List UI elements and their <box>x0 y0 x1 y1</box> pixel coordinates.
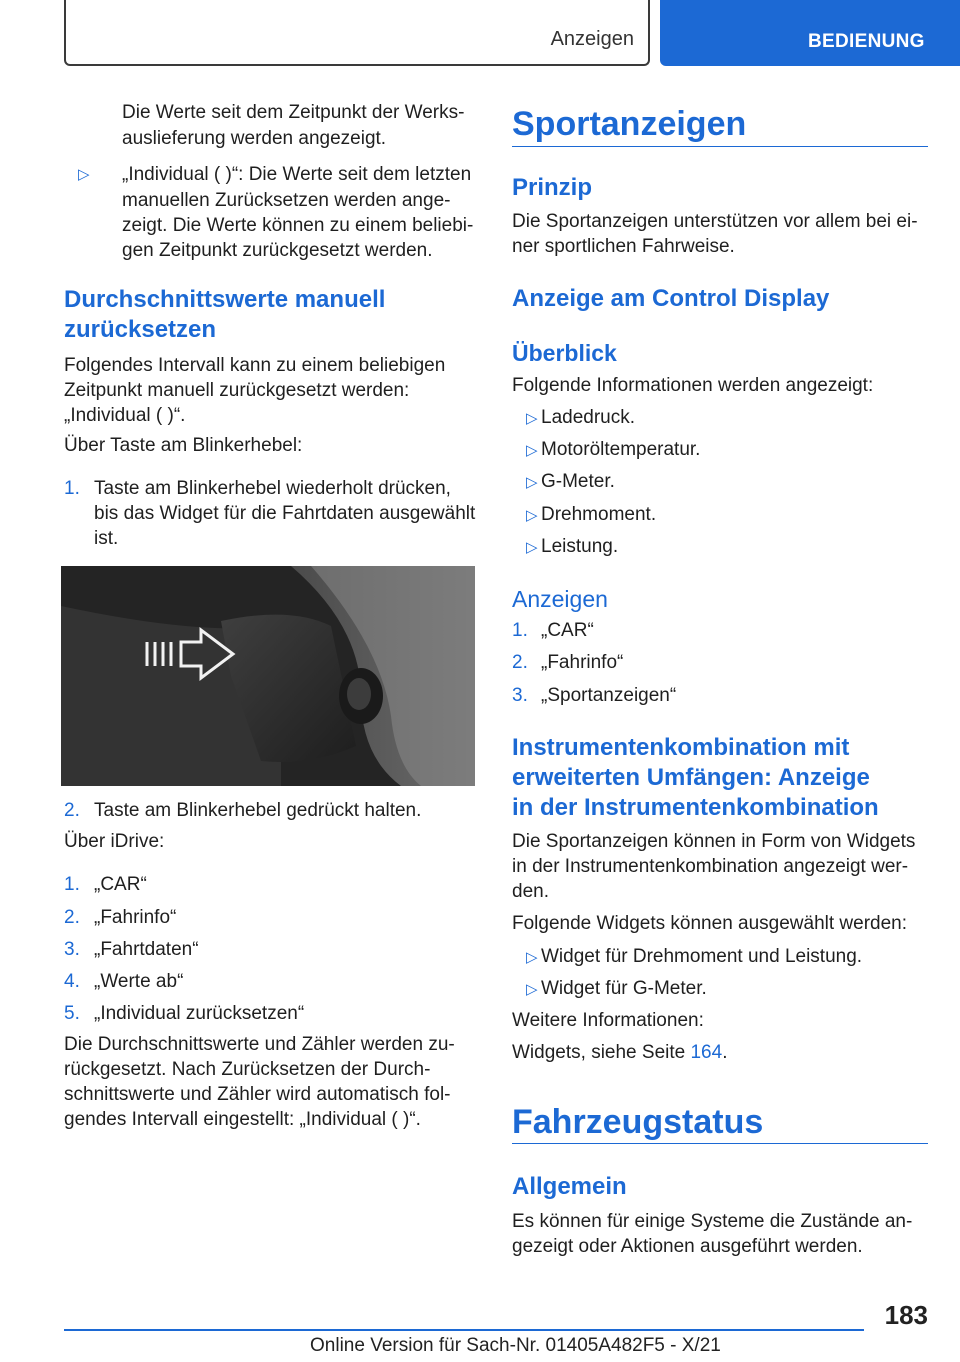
bullet-triangle-icon: ▷ <box>526 507 538 524</box>
step-number-1: 1. <box>64 478 80 499</box>
bullet-triangle-icon: ▷ <box>526 410 538 427</box>
header-chapter-tab[interactable] <box>660 0 960 66</box>
idrive-step-2: „Fahrinfo“ <box>94 907 177 928</box>
continuation-line-2: auslieferung werden angezeigt. <box>122 128 387 149</box>
photo-illustration <box>61 566 475 786</box>
heading-ueberblick: Überblick <box>512 340 617 366</box>
turn-signal-lever-photo <box>61 566 475 786</box>
step1-line-3: ist. <box>94 528 119 549</box>
idrive-number-4: 4. <box>64 971 80 992</box>
more-info-text: Weitere Informationen: <box>512 1010 704 1031</box>
intro-line-3: „Individual ( )“. <box>64 405 186 426</box>
anzeigen-step-2: „Fahrinfo“ <box>541 652 624 673</box>
heading-sportanzeigen: Sportanzeigen <box>512 105 747 143</box>
step1-line-1: Taste am Blinkerhebel wiederholt drücken, <box>94 478 451 499</box>
heading-fahrzeugstatus: Fahrzeugstatus <box>512 1103 764 1141</box>
bullet-triangle-icon: ▷ <box>526 949 538 966</box>
idrive-step-1: „CAR“ <box>94 874 147 895</box>
heading-allgemein: Allgemein <box>512 1173 627 1200</box>
idrive-number-1: 1. <box>64 874 80 895</box>
allgemein-line-1: Es können für einige Systeme die Zustände an- <box>512 1211 913 1232</box>
header-chapter-label: BEDIENUNG <box>808 31 925 52</box>
widgets-page-link[interactable]: 164 <box>690 1042 723 1063</box>
bullet-individual-line-1: „Individual ( )“: Die Werte seit dem letzten <box>122 164 472 185</box>
widgets-intro: Folgende Widgets können ausgewählt werden: <box>512 913 908 934</box>
bullet-triangle-icon: ▷ <box>526 442 538 459</box>
bullet-triangle-icon: ▷ <box>526 474 538 491</box>
outro-line-4: gendes Intervall eingestellt: „Individual ( )“. <box>64 1109 421 1130</box>
anzeigen-number-3: 3. <box>512 685 528 706</box>
via-button-text: Über Taste am Blinkerhebel: <box>64 435 303 456</box>
anzeigen-step-1: „CAR“ <box>541 620 594 641</box>
widgets-reference <box>512 1041 727 1065</box>
heading-rule-sport <box>512 146 928 147</box>
intro-line-2: Zeitpunkt manuell zurückgesetzt werden: <box>64 380 410 401</box>
anzeigen-step-3: „Sportanzeigen“ <box>541 685 677 706</box>
anzeigen-number-2: 2. <box>512 652 528 673</box>
ueberblick-text: Folgende Informationen werden angezeigt: <box>512 375 874 396</box>
step-number-2: 2. <box>64 800 80 821</box>
bullet-triangle-icon: ▷ <box>526 981 538 998</box>
info-item-4: Drehmoment. <box>541 504 657 525</box>
info-item-1: Ladedruck. <box>541 407 636 428</box>
heading-reset-line-1: Durchschnittswerte manuell <box>64 286 386 313</box>
widgets-reference-suffix: . <box>722 1042 728 1063</box>
page-number: 183 <box>884 1300 928 1330</box>
bullet-individual-line-2: manuellen Zurücksetzen werden ange- <box>122 190 451 211</box>
step2-text: Taste am Blinkerhebel gedrückt halten. <box>94 800 422 821</box>
idrive-step-4: „Werte ab“ <box>94 971 184 992</box>
idrive-number-3: 3. <box>64 939 80 960</box>
widget-item-2: Widget für G-Meter. <box>541 978 707 999</box>
instrument-line-1: Die Sportanzeigen können in Form von Widgets <box>512 831 916 852</box>
prinzip-line-1: Die Sportanzeigen unterstützen vor allem bei ei- <box>512 211 918 232</box>
idrive-step-5: „Individual zurücksetzen“ <box>94 1003 305 1024</box>
intro-line-1: Folgendes Intervall kann zu einem beliebigen <box>64 355 446 376</box>
heading-control-display: Anzeige am Control Display <box>512 285 830 312</box>
header-section-box <box>64 0 650 66</box>
heading-anzeigen: Anzeigen <box>512 586 608 612</box>
continuation-line-1: Die Werte seit dem Zeitpunkt der Werks- <box>122 102 465 123</box>
outro-line-3: schnittswerte und Zähler wird automatisch fol- <box>64 1084 451 1105</box>
prinzip-line-2: ner sportlichen Fahrweise. <box>512 236 735 257</box>
bullet-individual-line-3: zeigt. Die Werte können zu einem beliebi- <box>122 215 474 236</box>
bullet-individual-line-4: gen Zeitpunkt zurückgesetzt werden. <box>122 240 433 261</box>
instrument-line-3: den. <box>512 881 549 902</box>
info-item-5: Leistung. <box>541 536 619 557</box>
heading-instrument-line-3: in der Instrumentenkombination <box>512 794 879 821</box>
heading-reset-line-2: zurücksetzen <box>64 316 217 343</box>
heading-instrument-line-2: erweiterten Umfängen: Anzeige <box>512 764 870 791</box>
heading-rule-status <box>512 1143 928 1144</box>
instrument-line-2: in der Instrumentenkombination angezeigt wer- <box>512 856 909 877</box>
widgets-reference-prefix: Widgets, siehe Seite <box>512 1042 691 1063</box>
step1-line-2: bis das Widget für die Fahrtdaten ausgewählt <box>94 503 476 524</box>
anzeigen-number-1: 1. <box>512 620 528 641</box>
footer-online-version: Online Version für Sach-Nr. 01405A482F5 - X/21 <box>310 1335 721 1356</box>
info-item-2: Motoröltemperatur. <box>541 439 701 460</box>
idrive-number-5: 5. <box>64 1003 80 1024</box>
outro-line-1: Die Durchschnittswerte und Zähler werden zu- <box>64 1034 455 1055</box>
idrive-number-2: 2. <box>64 907 80 928</box>
widget-item-1: Widget für Drehmoment und Leistung. <box>541 946 863 967</box>
info-item-3: G-Meter. <box>541 471 615 492</box>
idrive-step-3: „Fahrtdaten“ <box>94 939 199 960</box>
via-idrive-text: Über iDrive: <box>64 831 165 852</box>
footer-rule <box>64 1329 864 1331</box>
heading-instrument-line-1: Instrumentenkombination mit <box>512 734 850 761</box>
header-section-title: Anzeigen <box>550 28 634 50</box>
allgemein-line-2: gezeigt oder Aktionen ausgeführt werden. <box>512 1236 863 1257</box>
bullet-triangle-icon: ▷ <box>526 539 538 556</box>
heading-prinzip: Prinzip <box>512 174 593 201</box>
outro-line-2: rückgesetzt. Nach Zurücksetzen der Durch- <box>64 1059 431 1080</box>
bullet-triangle-icon: ▷ <box>78 166 90 183</box>
